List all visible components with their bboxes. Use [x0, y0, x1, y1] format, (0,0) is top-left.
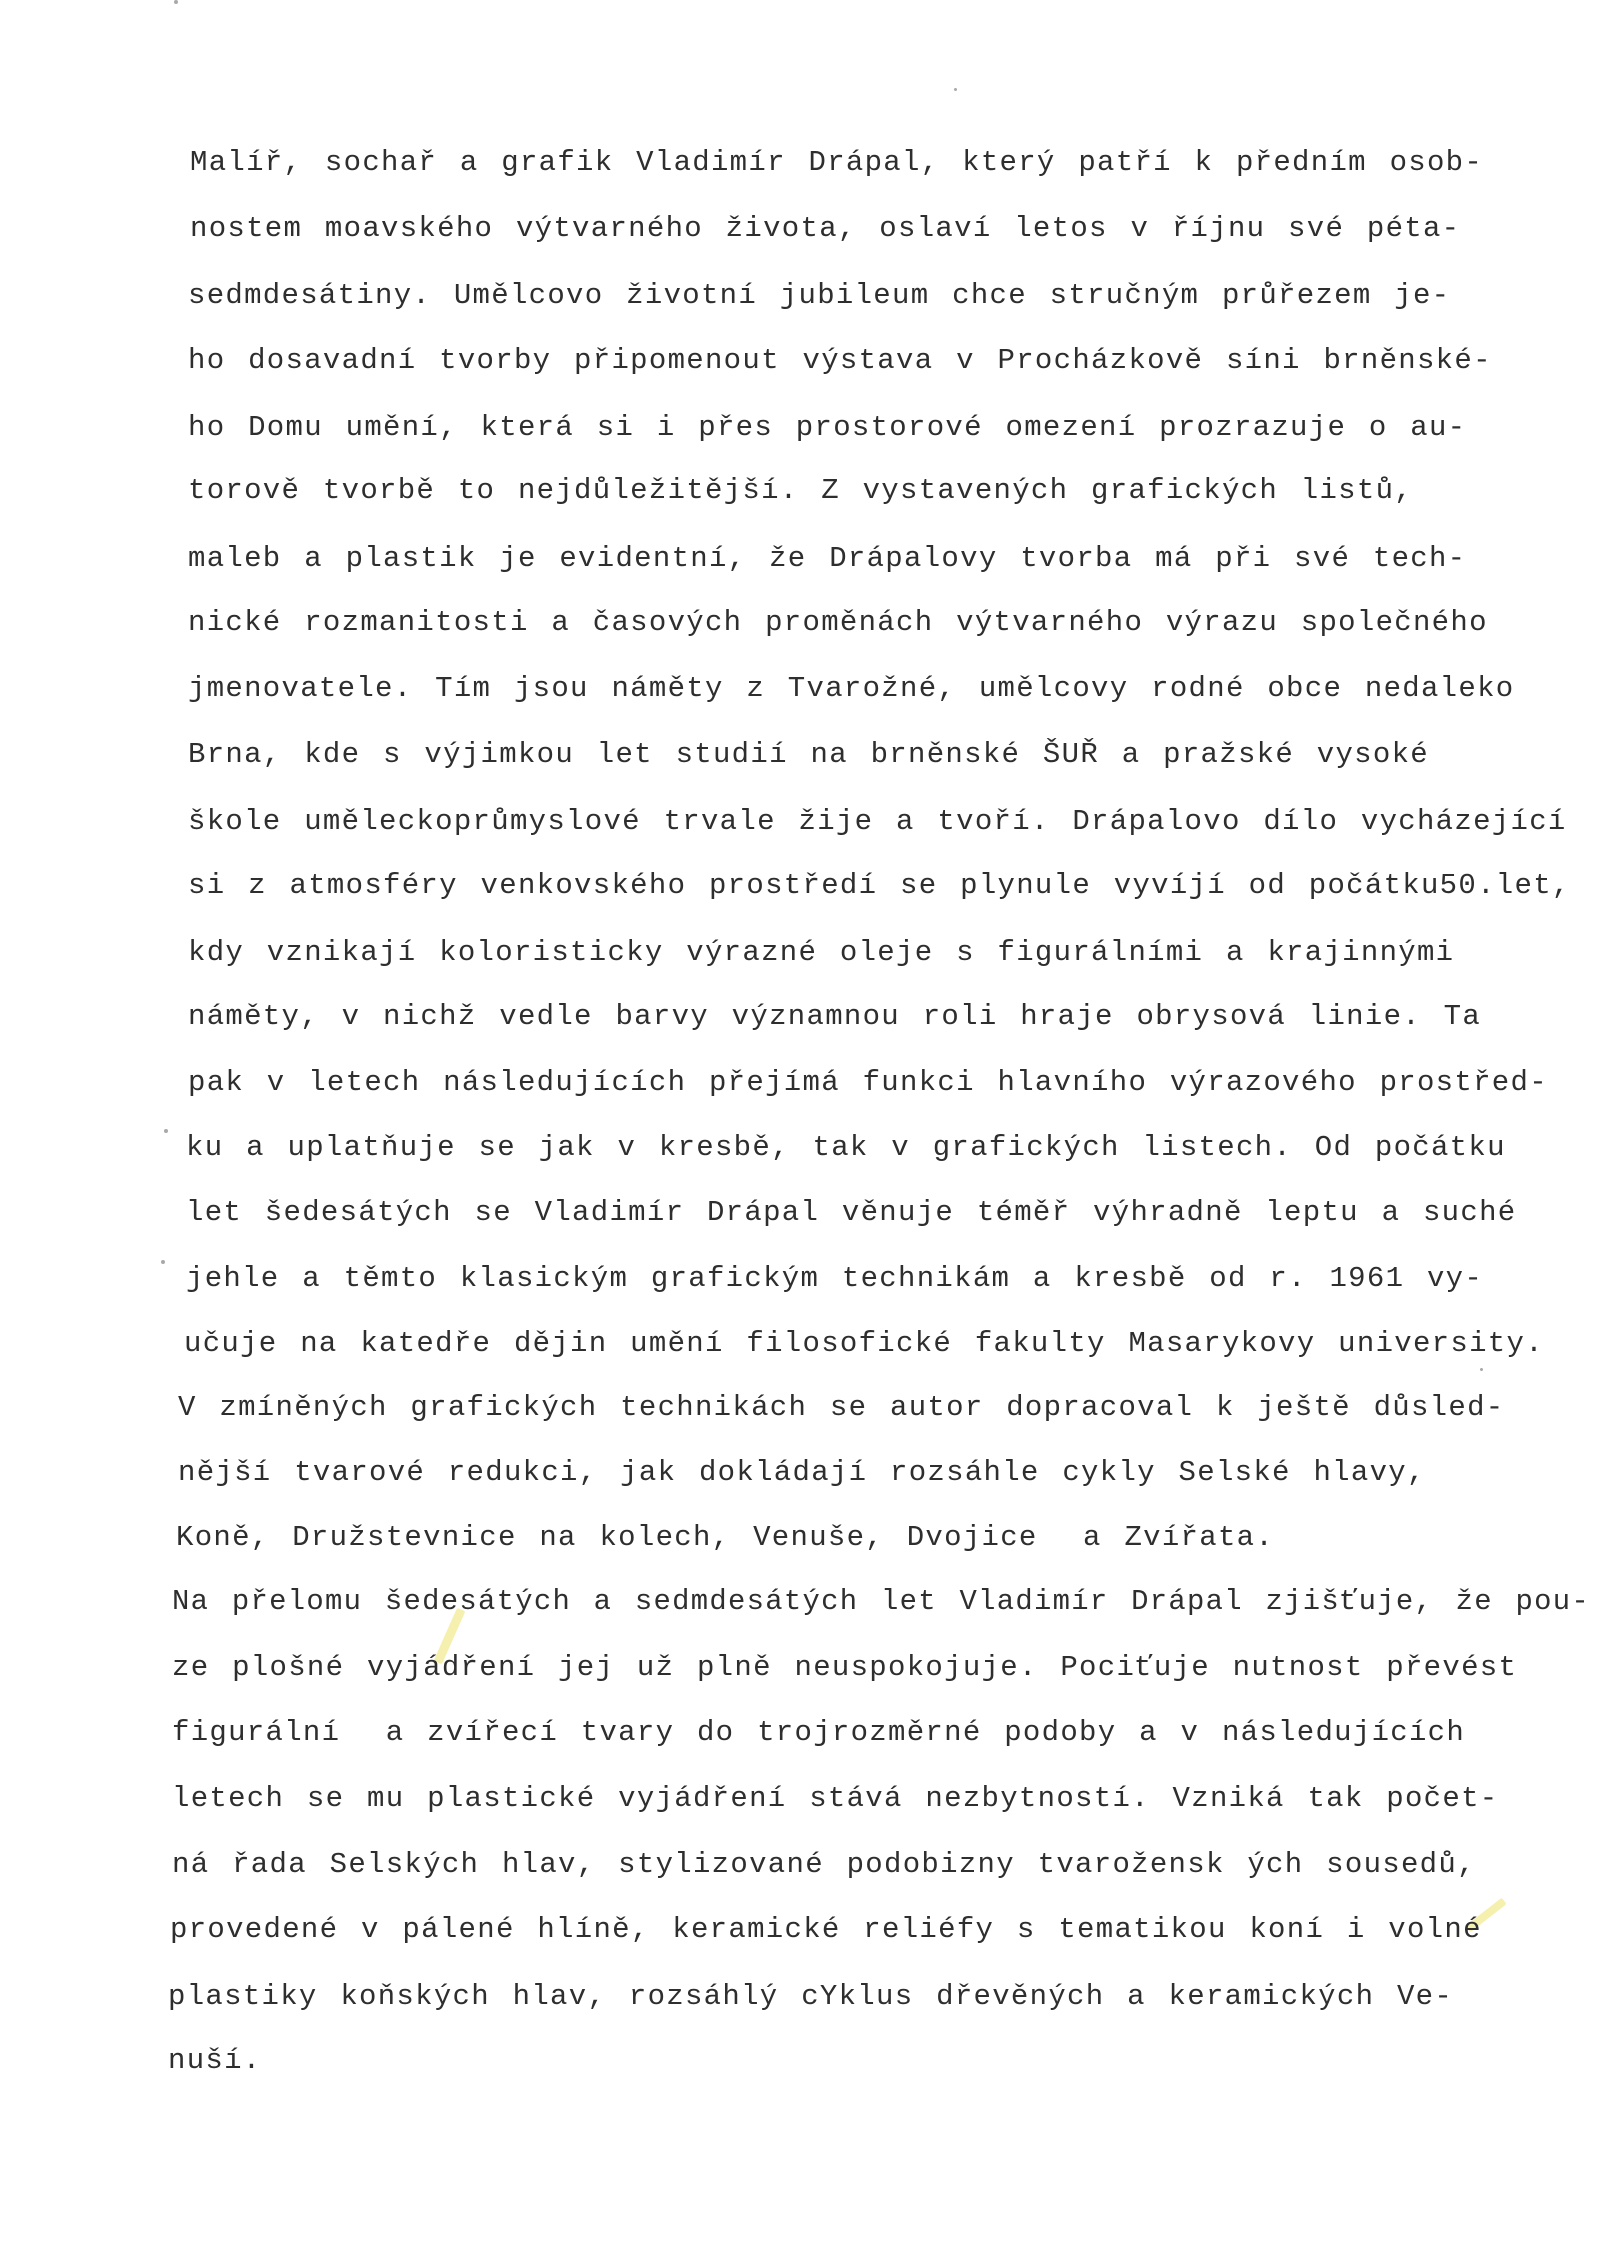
text-line: figurální a zvířecí tvary do trojrozměrné podoby a v následujících: [172, 1716, 1466, 1749]
text-line: Na přelomu šedesátých a sedmdesátých let Vladimír Drápal zjišťuje, že pou-: [172, 1585, 1591, 1618]
text-line: nuší.: [168, 2044, 262, 2077]
text-line: nostem moavského výtvarného života, oslaví letos v říjnu své péta-: [190, 212, 1461, 245]
text-line: Brna, kde s výjimkou let studií na brněnské ŠUŘ a pražské vysoké: [188, 738, 1429, 771]
text-line: škole uměleckoprůmyslové trvale žije a tvoří. Drápalovo dílo vycházející: [188, 805, 1567, 838]
text-line: let šedesátých se Vladimír Drápal věnuje téměř výhradně leptu a suché: [186, 1196, 1517, 1229]
text-line: ho dosavadní tvorby připomenout výstava v Procházkově síni brněnské-: [188, 344, 1492, 377]
text-line: maleb a plastik je evidentní, že Drápalovy tvorba má při své tech-: [188, 542, 1467, 575]
text-line: provedené v pálené hlíně, keramické reliéfy s tematikou koní i volné: [170, 1913, 1482, 1946]
text-line: ná řada Selských hlav, stylizované podobizny tvarožensk ých sousedů,: [172, 1848, 1476, 1881]
text-line: Koně, Družstevnice na kolech, Venuše, Dvojice a Zvířata.: [176, 1521, 1275, 1554]
text-line: ho Domu umění, která si i přes prostorové omezení prozrazuje o au-: [188, 411, 1467, 444]
text-line: Malíř, sochař a grafik Vladimír Drápal, který patří k předním osob-: [190, 146, 1484, 179]
text-line: plastiky koňských hlav, rozsáhlý cYklus dřevěných a keramických Ve-: [168, 1980, 1454, 2013]
text-line: ze plošné vyjádření jej už plně neuspokojuje. Pociťuje nutnost převést: [172, 1651, 1518, 1684]
text-line: ku a uplatňuje se jak v kresbě, tak v grafických listech. Od počátku: [186, 1131, 1506, 1164]
text-line: náměty, v nichž vedle barvy významnou roli hraje obrysová linie. Ta: [188, 1000, 1482, 1033]
text-line: V zmíněných grafických technikách se autor dopracoval k ještě důsled-: [178, 1391, 1505, 1424]
text-line: nější tvarové redukci, jak dokládají rozsáhle cykly Selské hlavy,: [178, 1456, 1426, 1489]
text-line: nické rozmanitosti a časových proměnách výtvarného výrazu společného: [188, 606, 1488, 639]
text-line: torově tvorbě to nejdůležitější. Z vystavených grafických listů,: [188, 474, 1413, 507]
text-line: letech se mu plastické vyjádření stává nezbytností. Vzniká tak počet-: [172, 1782, 1499, 1815]
text-line: jmenovatele. Tím jsou náměty z Tvarožné, umělcovy rodné obce nedaleko: [188, 672, 1515, 705]
text-line: učuje na katedře dějin umění filosofické fakulty Masarykovy university.: [184, 1327, 1544, 1360]
text-line: kdy vznikají koloristicky výrazné oleje s figurálními a krajinnými: [188, 936, 1455, 969]
text-line: jehle a těmto klasickým grafickým technikám a kresbě od r. 1961 vy-: [186, 1262, 1484, 1295]
text-line: sedmdesátiny. Umělcovo životní jubileum chce stručným průřezem je-: [188, 279, 1451, 312]
text-line: si z atmosféry venkovského prostředí se plynule vyvíjí od počátku50.let,: [188, 869, 1571, 902]
text-line: pak v letech následujících přejímá funkci hlavního výrazového prostřed-: [188, 1066, 1548, 1099]
